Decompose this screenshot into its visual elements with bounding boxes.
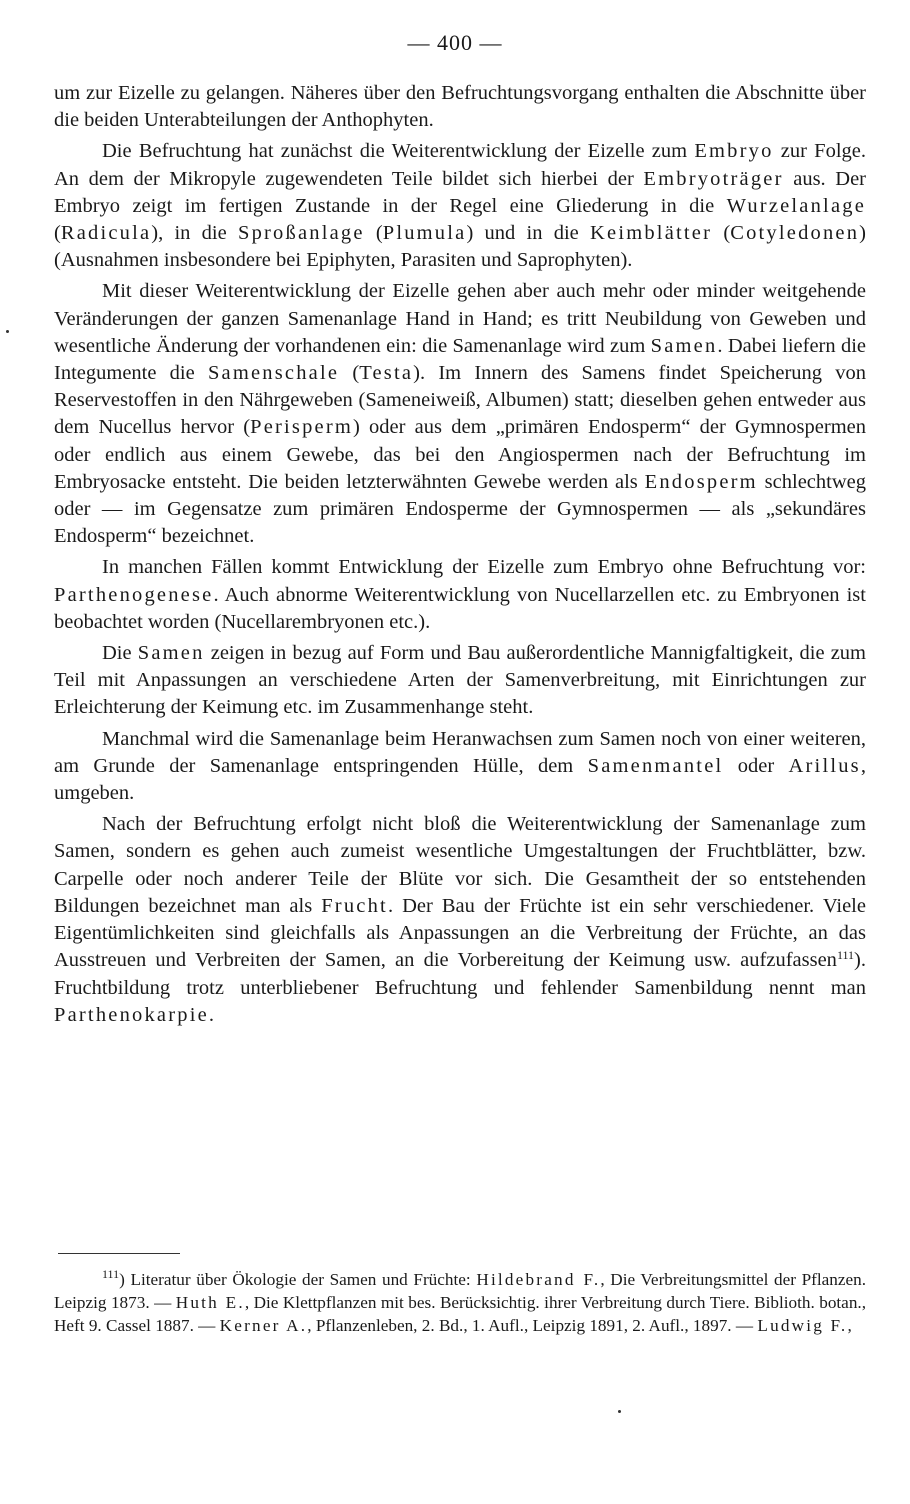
paragraph bbox=[54, 640, 866, 722]
spaced-term: Embryo bbox=[694, 140, 774, 163]
scan-speck bbox=[618, 1410, 621, 1413]
text-run: . Auch abnorme Weiterentwicklung von Nucellarzellen etc. zu Embryonen ist beobachtet worden (Nucellarembryonen etc.). bbox=[54, 583, 866, 633]
paragraph bbox=[54, 138, 866, 274]
spaced-term: Ludwig F. bbox=[757, 1316, 848, 1336]
text-run: ) (Ausnahmen insbesondere bei Epiphyten, Parasiten und Saprophyten). bbox=[54, 222, 866, 272]
spaced-term: Hildebrand F. bbox=[476, 1270, 601, 1289]
text-run: . Der Bau der Früchte ist ein sehr verschiedener. Viele Eigentümlichkeiten sind gleichfalls als Anpassungen an die Verbreitung der Früchte, an das Ausstreuen und Verbreiten der Samen, an die Vorbereitung der Keimung usw. aufzufassen bbox=[54, 894, 866, 972]
spaced-term: Testa bbox=[359, 362, 414, 385]
footnote-text bbox=[54, 1268, 866, 1338]
text-run: ) oder aus dem „primären Endosperm“ der Gymnospermen oder endlich aus einem Gewebe, das bei den Angiospermen nach der Befruchtung im Embryosacke entsteht. Die beiden letzterwähnten Gewebe werden als bbox=[54, 416, 866, 493]
text-run: , Pflanzenleben, 2. Bd., 1. Aufl., Leipzig 1891, 2. Aufl., 1897. — bbox=[307, 1316, 758, 1336]
text-run: , Die Klettpflanzen mit bes. Berücksichtig. ihrer Verbreitung durch Tiere. Biblioth. botan., Heft 9. Cassel 1887. — bbox=[54, 1293, 867, 1336]
text-run: . Dabei liefern die Integumente die bbox=[54, 334, 866, 385]
spaced-term: Samenschale bbox=[207, 362, 340, 385]
spaced-term: Arillus bbox=[788, 754, 861, 777]
text-run: , umgeben. bbox=[54, 754, 866, 805]
text-run: ( bbox=[364, 222, 383, 245]
spaced-term: Radicula bbox=[60, 222, 152, 245]
body-text bbox=[54, 80, 866, 1033]
text-run: ) und in die bbox=[466, 222, 591, 245]
footnote bbox=[54, 1268, 866, 1338]
spaced-term: Huth E. bbox=[175, 1293, 245, 1313]
text-run: um zur Eizelle zu gelangen. Näheres über den Befruchtungsvorgang enthalten die Abschnitte über die beiden Unterabteilungen der Anthophyten. bbox=[54, 82, 866, 132]
spaced-term: Sproßanlage bbox=[237, 222, 365, 245]
spaced-term: Samen bbox=[650, 334, 718, 357]
text-run: . bbox=[208, 1003, 215, 1026]
spaced-term: Parthenogenese bbox=[54, 583, 214, 606]
text-run: ) Literatur über Ökologie der Samen und Früchte: bbox=[119, 1270, 477, 1289]
spaced-term: Samen bbox=[137, 642, 205, 665]
text-run: ). Im Innern des Samens findet Speicherung von Reservestoffen in den Nährgeweben (Sameneiweiß, Albumen) statt; dieselben gehen entweder aus dem Nucellus hervor ( bbox=[54, 362, 866, 439]
text-run: ( bbox=[339, 362, 360, 385]
scan-speck bbox=[6, 330, 9, 333]
text-run: Mit dieser Weiterentwicklung der Eizelle gehen aber auch mehr oder minder weitgehende Veränderungen der ganzen Samenanlage Hand in Hand; es tritt Neubildung von Geweben und wesentliche Änderung der vorhandenen ein: die Samenanlage wird zum bbox=[54, 280, 866, 357]
footnote-marker: 111 bbox=[836, 948, 855, 963]
text-run: Die bbox=[102, 642, 138, 665]
text-run: Manchmal wird die Samenanlage beim Heranwachsen zum Samen noch von einer weiteren, am Grunde der Samenanlage entspringenden Hülle, dem bbox=[54, 727, 866, 777]
spaced-term: Frucht bbox=[321, 894, 388, 917]
paragraph bbox=[54, 554, 866, 636]
spaced-term: Samenmantel bbox=[587, 754, 724, 777]
paragraph bbox=[54, 811, 866, 1029]
page-number: — 400 — bbox=[407, 30, 503, 55]
footnote-divider bbox=[58, 1253, 180, 1254]
spaced-term: Endosperm bbox=[644, 470, 758, 493]
text-run: In manchen Fällen kommt Entwicklung der Eizelle zum Embryo ohne Befruchtung vor: bbox=[102, 556, 866, 579]
text-run: , Die Verbreitungsmittel der Pflanzen. Leipzig 1873. — bbox=[54, 1270, 866, 1313]
spaced-term: Parthenokarpie bbox=[54, 1003, 209, 1026]
spaced-term: Plumula bbox=[382, 222, 467, 245]
text-run: ( bbox=[712, 222, 731, 245]
text-run: ). Fruchtbildung trotz unterbliebener Befruchtung und fehlender Samenbildung nennt man bbox=[54, 949, 866, 999]
paragraph bbox=[54, 278, 866, 550]
text-run: Die Befruchtung hat zunächst die Weiterentwicklung der Eizelle zum bbox=[102, 140, 695, 163]
spaced-term: Keimblätter bbox=[590, 222, 713, 245]
text-run: zur Folge. An dem der Mikropyle zugewendeten Teile bildet sich hierbei der bbox=[54, 140, 866, 190]
text-run: oder bbox=[723, 754, 789, 777]
text-run: , bbox=[847, 1316, 852, 1336]
paragraph bbox=[54, 726, 866, 808]
text-run: Nach der Befruchtung erfolgt nicht bloß die Weiterentwicklung der Samenanlage zum Samen, sondern es gehen auch zumeist wesentliche Umgestaltungen der Fruchtblätter, bzw. Carpelle oder noch anderer Teile der Blüte vor sich. Die Gesamtheit der so entstehenden Bildungen bezeichnet man als bbox=[54, 813, 866, 917]
spaced-term: Perisperm bbox=[250, 416, 354, 439]
text-run: zeigen in bezug auf Form und Bau außerordentliche Mannigfaltigkeit, die zum Teil mit Anpassungen an verschiedene Arten der Samenverbreitung, mit Einrichtungen zur Erleichterung der Keimung etc. im Zusammenhange steht. bbox=[54, 642, 866, 719]
spaced-term: Wurzelanlage bbox=[726, 194, 866, 217]
text-run: ), in die bbox=[151, 222, 238, 245]
text-run: ( bbox=[54, 222, 61, 245]
spaced-term: Cotyledonen bbox=[730, 222, 860, 245]
spaced-term: Kerner A. bbox=[219, 1316, 308, 1336]
text-run: aus. Der Embryo zeigt im fertigen Zustande in der Regel eine Gliederung in die bbox=[54, 167, 866, 217]
text-run: schlechtweg oder — im Gegensatze zum primären Endosperme der Gymnospermen — als „sekundäres Endosperm“ bezeichnet. bbox=[54, 470, 866, 548]
footnote-marker: 111 bbox=[102, 1267, 120, 1281]
paragraph bbox=[54, 80, 866, 134]
spaced-term: Embryoträger bbox=[643, 167, 784, 190]
